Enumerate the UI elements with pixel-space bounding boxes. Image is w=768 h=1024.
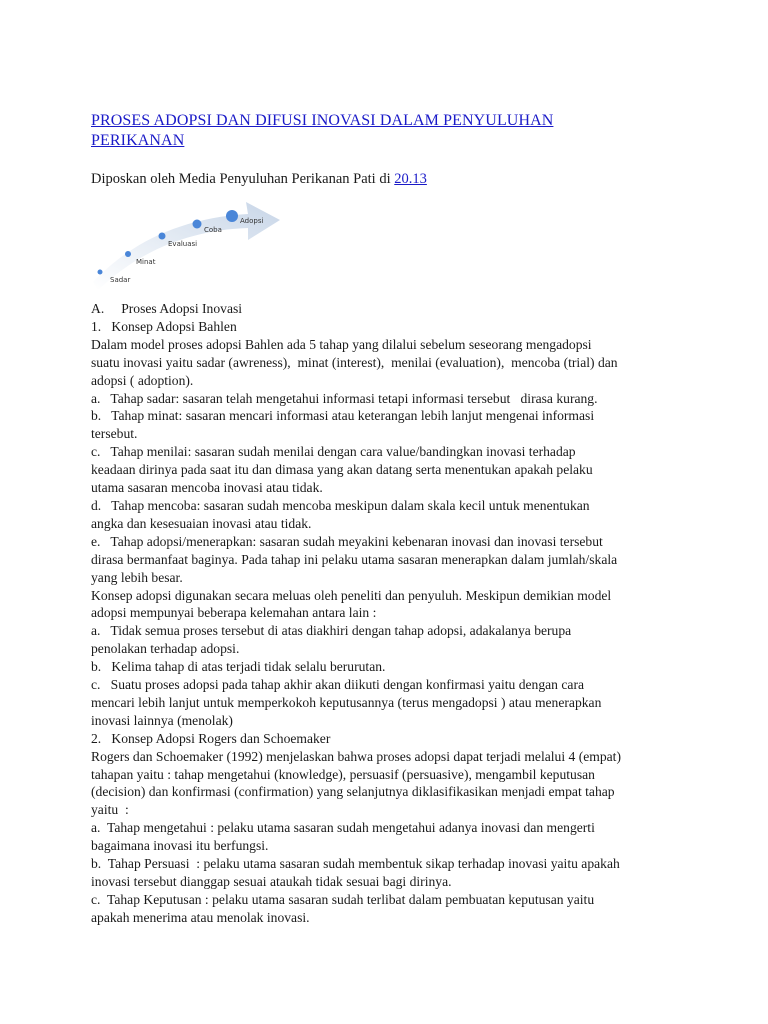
- body-line: utama sasaran mencoba inovasi atau tidak.: [91, 480, 323, 496]
- body-line: d. Tahap mencoba: sasaran sudah mencoba meskipun dalam skala kecil untuk menentukan: [91, 497, 590, 513]
- body-line: c. Tahap menilai: sasaran sudah menilai dengan cara value/bandingkan inovasi terhadap: [91, 444, 576, 460]
- body-line: tahapan yaitu : tahap mengetahui (knowledge), persuasif (persuasive), mengambil keputusan: [91, 766, 595, 782]
- body-line: apakah menerima atau menolak inovasi.: [91, 909, 310, 925]
- stage-label-minat: Minat: [136, 258, 156, 266]
- body-line: mencari lebih lanjut untuk memperkokoh keputusannya (terus mengadopsi ) atau menerapkan: [91, 694, 602, 710]
- body-line: b. Tahap minat: sasaran mencari informasi atau keterangan lebih lanjut mengenai informasi: [91, 408, 595, 424]
- body-line: yaitu :: [91, 802, 129, 818]
- stage-label-sadar: Sadar: [110, 276, 131, 284]
- body-line: Konsep adopsi digunakan secara meluas oleh peneliti dan penyuluh. Meskipun demikian model: [91, 587, 612, 603]
- stage-label-evaluasi: Evaluasi: [168, 240, 198, 248]
- body-line: Dalam model proses adopsi Bahlen ada 5 tahap yang dilalui sebelum seseorang mengadopsi: [91, 336, 592, 352]
- stage-label-adopsi: Adopsi: [240, 217, 264, 225]
- stage-dot-adopsi: [226, 210, 238, 222]
- body-line: e. Tahap adopsi/menerapkan: sasaran sudah meyakini kebenaran inovasi dan inovasi tersebut: [91, 533, 603, 549]
- title-line-1[interactable]: PROSES ADOPSI DAN DIFUSI INOVASI DALAM PENYULUHAN: [91, 112, 554, 129]
- body-line: (decision) dan konfirmasi (confirmation) yang selanjutnya diklasifikasikan menjadi empat tahap: [91, 784, 615, 800]
- body-line: angka dan kesesuaian inovasi atau tidak.: [91, 515, 312, 531]
- body-line: 2. Konsep Adopsi Rogers dan Schoemaker: [91, 730, 331, 746]
- body-line: a. Tahap mengetahui : pelaku utama sasaran sudah mengetahui adanya inovasi dan mengerti: [91, 820, 595, 836]
- body-line: A. Proses Adopsi Inovasi: [91, 301, 243, 316]
- body-line: suatu inovasi yaitu sadar (awreness), minat (interest), menilai (evaluation), mencoba (trial) dan: [91, 354, 618, 370]
- adoption-stages-diagram: [88, 190, 288, 300]
- stage-label-coba: Coba: [204, 226, 222, 234]
- body-line: tersebut.: [91, 426, 138, 442]
- body-line: dirasa bermanfaat baginya. Pada tahap ini pelaku utama sasaran menerapkan dalam jumlah/skala: [91, 551, 618, 567]
- body-line: a. Tahap sadar: sasaran telah mengetahui informasi tetapi informasi tersebut dirasa kurang.: [91, 390, 598, 406]
- post-byline: [91, 170, 427, 188]
- stage-dot-minat: [125, 251, 131, 257]
- body-line: c. Tahap Keputusan : pelaku utama sasaran sudah terlibat dalam pembuatan keputusan yaitu: [91, 891, 595, 907]
- body-line: b. Kelima tahap di atas terjadi tidak selalu berurutan.: [91, 659, 386, 675]
- stage-dot-coba: [193, 220, 202, 229]
- stage-dot-evaluasi: [159, 233, 166, 240]
- stage-dot-sadar: [98, 270, 103, 275]
- byline-text: Diposkan oleh Media Penyuluhan Perikanan Pati di: [91, 171, 395, 187]
- body-line: yang lebih besar.: [91, 569, 183, 585]
- title-line-2[interactable]: PERIKANAN: [91, 132, 185, 149]
- body-line: c. Suatu proses adopsi pada tahap akhir akan diikuti dengan konfirmasi yaitu dengan cara: [91, 677, 584, 693]
- body-line: b. Tahap Persuasi : pelaku utama sasaran sudah membentuk sikap terhadap inovasi yaitu apakah: [91, 856, 620, 872]
- body-line: inovasi lainnya (menolak): [91, 712, 233, 728]
- post-time-link[interactable]: 20.13: [394, 171, 427, 187]
- body-line: adopsi ( adoption).: [91, 372, 194, 388]
- body-line: a. Tidak semua proses tersebut di atas diakhiri dengan tahap adopsi, adakalanya berupa: [91, 623, 572, 639]
- article-body: [91, 300, 691, 927]
- article-title[interactable]: [91, 111, 651, 151]
- body-line: 1. Konsep Adopsi Bahlen: [91, 318, 237, 334]
- body-line: bagaimana inovasi itu berfungsi.: [91, 838, 269, 854]
- body-line: keadaan dirinya pada saat itu dan dimasa yang akan datang serta menentukan apakah pelaku: [91, 462, 593, 478]
- body-line: inovasi tersebut dianggap sesuai ataukah tidak sesuai bagi dirinya.: [91, 874, 452, 889]
- body-line: penolakan terhadap adopsi.: [91, 641, 240, 657]
- body-line: adopsi mempunyai beberapa kelemahan antara lain :: [91, 605, 377, 621]
- body-line: Rogers dan Schoemaker (1992) menjelaskan bahwa proses adopsi dapat terjadi melalui 4 (empat): [91, 748, 621, 764]
